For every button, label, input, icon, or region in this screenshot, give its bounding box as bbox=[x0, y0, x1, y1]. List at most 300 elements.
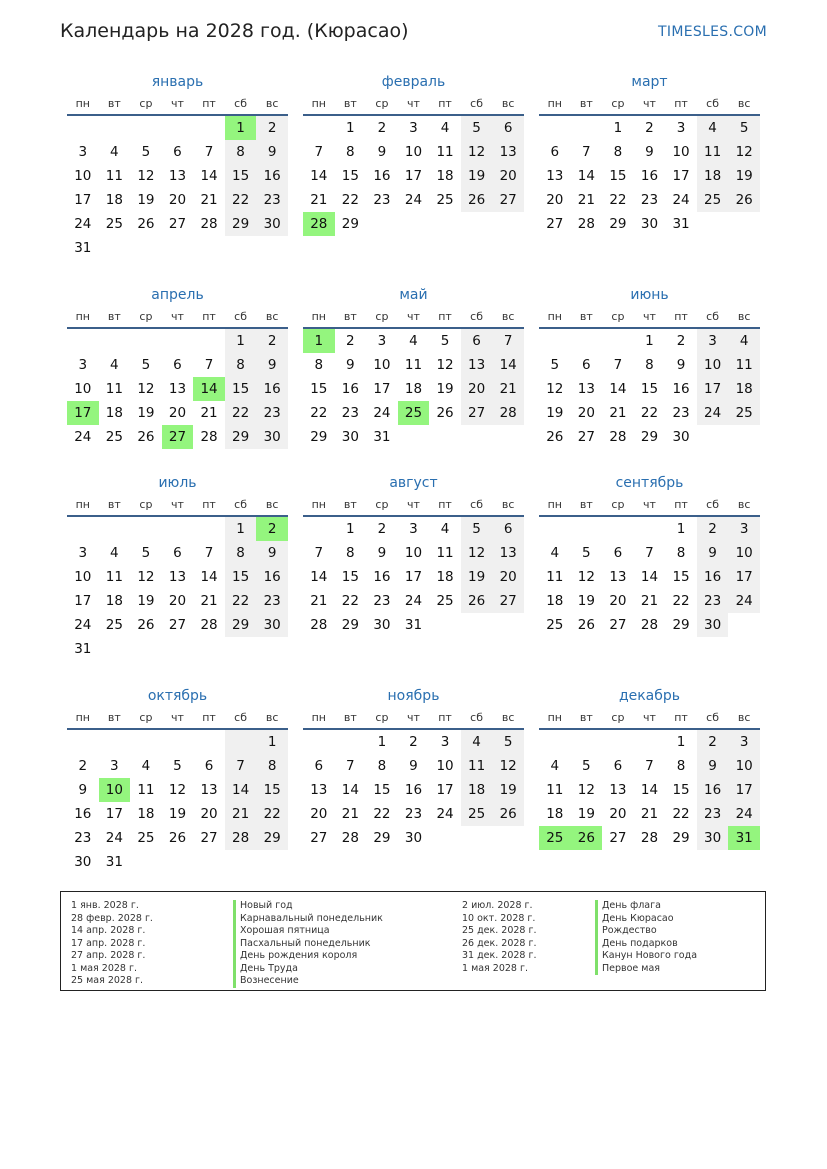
day-cell: 25 bbox=[728, 401, 760, 425]
day-cell: 13 bbox=[577, 381, 595, 397]
day-cell: 13 bbox=[168, 168, 187, 184]
day-cell: 8 bbox=[377, 758, 387, 774]
day-cell: 20 bbox=[168, 192, 187, 208]
day-cell: 20 bbox=[609, 806, 627, 822]
weekday-label: ср bbox=[611, 96, 625, 110]
day-cell: 24 bbox=[373, 405, 391, 421]
day-cell: 9 bbox=[676, 357, 686, 373]
day-cell: 14 bbox=[640, 569, 659, 585]
empty-cell bbox=[461, 613, 493, 637]
month-name: апрель bbox=[151, 287, 204, 303]
weekday-label: вс bbox=[501, 710, 515, 724]
day-cell: 10 bbox=[404, 144, 423, 160]
day-cell: 3 bbox=[409, 521, 418, 537]
day-cell: 3 bbox=[110, 758, 119, 774]
weekday-label: ср bbox=[611, 309, 625, 323]
day-cell: 2 bbox=[409, 734, 418, 750]
day-cell: 30 bbox=[697, 613, 729, 637]
empty-cell bbox=[225, 850, 257, 874]
weekday-label: ср bbox=[139, 96, 153, 110]
empty-cell bbox=[634, 517, 666, 541]
weekday-label: пн bbox=[547, 497, 562, 511]
day-cell: 2 bbox=[676, 333, 686, 349]
day-cell: 4 bbox=[110, 545, 119, 561]
day-cell: 3 bbox=[377, 333, 387, 349]
day-cell: 31 bbox=[74, 641, 92, 657]
day-cell: 7 bbox=[204, 144, 214, 160]
days-grid bbox=[67, 116, 288, 260]
day-cell: 17 bbox=[74, 593, 92, 609]
day-cell: 20 bbox=[310, 806, 328, 822]
day-cell: 7 bbox=[645, 545, 654, 561]
day-cell: 3 bbox=[409, 120, 418, 136]
day-cell: 19 bbox=[436, 381, 454, 397]
day-cell: 17 bbox=[105, 806, 123, 822]
month-name: август bbox=[389, 475, 438, 491]
day-cell: 9 bbox=[78, 782, 88, 798]
day-cell: 20 bbox=[168, 593, 187, 609]
weekday-label: вт bbox=[343, 96, 357, 110]
legend-right-names bbox=[595, 900, 697, 975]
weekday-label: сб bbox=[706, 309, 720, 323]
empty-cell bbox=[225, 637, 257, 661]
day-cell: 17 bbox=[436, 782, 454, 798]
day-cell: 23 bbox=[256, 188, 288, 212]
month-name: июнь bbox=[630, 287, 669, 303]
day-cell: 3 bbox=[78, 545, 88, 561]
legend-holiday-name: День Труда bbox=[233, 963, 383, 976]
holiday-legend bbox=[60, 891, 766, 991]
day-cell: 12 bbox=[577, 569, 595, 585]
day-cell: 1 bbox=[225, 329, 257, 353]
day-cell: 7 bbox=[204, 357, 214, 373]
day-cell: 27 bbox=[492, 589, 524, 613]
day-cell: 30 bbox=[74, 854, 92, 870]
day-cell: 24 bbox=[74, 216, 92, 232]
empty-cell bbox=[193, 517, 225, 541]
weekday-label: чт bbox=[171, 710, 184, 724]
empty-cell bbox=[429, 425, 461, 449]
weekday-label: ср bbox=[139, 497, 153, 511]
empty-cell bbox=[461, 826, 493, 850]
day-cell: 11 bbox=[105, 381, 123, 397]
weekday-label: пн bbox=[75, 96, 90, 110]
day-cell: 12 bbox=[137, 381, 155, 397]
day-cell: 21 bbox=[577, 192, 595, 208]
day-cell: 20 bbox=[492, 164, 524, 188]
day-cell: 25 bbox=[105, 429, 123, 445]
day-cell: 16 bbox=[373, 569, 391, 585]
empty-cell bbox=[225, 730, 257, 754]
day-cell: 10 bbox=[74, 168, 92, 184]
month-1 bbox=[303, 72, 524, 236]
legend-date: 2 июл. 2028 г. bbox=[462, 900, 533, 911]
day-cell: 11 bbox=[546, 569, 564, 585]
day-cell: 8 bbox=[346, 545, 355, 561]
day-cell: 29 bbox=[341, 617, 359, 633]
empty-cell bbox=[162, 116, 194, 140]
day-cell: 28 bbox=[609, 429, 627, 445]
day-cell: 19 bbox=[137, 593, 155, 609]
day-cell: 19 bbox=[137, 192, 155, 208]
day-cell: 26 bbox=[137, 429, 155, 445]
empty-cell bbox=[162, 517, 194, 541]
day-cell: 3 bbox=[440, 734, 450, 750]
day-cell: 2 bbox=[256, 517, 288, 541]
day-cell: 20 bbox=[168, 405, 187, 421]
day-cell: 22 bbox=[310, 405, 328, 421]
empty-cell bbox=[162, 329, 194, 353]
day-cell: 15 bbox=[640, 381, 659, 397]
day-cell: 24 bbox=[697, 401, 729, 425]
day-cell: 16 bbox=[341, 381, 359, 397]
day-cell: 29 bbox=[225, 613, 257, 637]
site-logo-link[interactable]: TIMESLES.COM bbox=[658, 24, 767, 40]
empty-cell bbox=[429, 826, 461, 850]
day-cell: 13 bbox=[310, 782, 328, 798]
day-cell: 5 bbox=[461, 517, 493, 541]
empty-cell bbox=[99, 236, 131, 260]
day-cell: 30 bbox=[256, 425, 288, 449]
month-6 bbox=[67, 473, 288, 661]
weekday-label: вс bbox=[737, 309, 751, 323]
empty-cell bbox=[130, 116, 162, 140]
day-cell: 6 bbox=[492, 116, 524, 140]
day-cell: 26 bbox=[137, 216, 155, 232]
day-cell: 27 bbox=[200, 830, 218, 846]
legend-holiday-name: Вознесение bbox=[233, 975, 383, 988]
weekday-label: вс bbox=[501, 309, 515, 323]
day-cell: 5 bbox=[492, 730, 524, 754]
day-cell: 4 bbox=[110, 357, 119, 373]
empty-cell bbox=[571, 329, 603, 353]
day-cell: 26 bbox=[461, 589, 493, 613]
day-cell: 4 bbox=[440, 120, 450, 136]
day-cell: 25 bbox=[697, 188, 729, 212]
weekday-header bbox=[539, 305, 760, 329]
weekday-label: ср bbox=[375, 309, 389, 323]
legend-left-names bbox=[233, 900, 383, 988]
day-cell: 1 bbox=[645, 333, 654, 349]
days-grid bbox=[67, 517, 288, 661]
empty-cell bbox=[571, 116, 603, 140]
day-cell: 25 bbox=[436, 192, 454, 208]
weekday-label: пт bbox=[202, 96, 216, 110]
day-cell: 28 bbox=[303, 212, 335, 236]
day-cell: 16 bbox=[256, 377, 288, 401]
day-cell: 30 bbox=[697, 826, 729, 850]
day-cell: 21 bbox=[609, 405, 627, 421]
weekday-label: чт bbox=[643, 96, 656, 110]
day-cell: 24 bbox=[74, 429, 92, 445]
empty-cell bbox=[461, 425, 493, 449]
day-cell: 23 bbox=[256, 401, 288, 425]
day-cell: 25 bbox=[436, 593, 454, 609]
empty-cell bbox=[162, 236, 194, 260]
empty-cell bbox=[193, 850, 225, 874]
day-cell: 15 bbox=[225, 377, 257, 401]
day-cell: 6 bbox=[550, 144, 560, 160]
day-cell: 14 bbox=[640, 782, 659, 798]
day-cell: 9 bbox=[645, 144, 654, 160]
day-cell: 17 bbox=[67, 401, 99, 425]
day-cell: 9 bbox=[346, 357, 355, 373]
empty-cell bbox=[256, 637, 288, 661]
day-cell: 15 bbox=[310, 381, 328, 397]
day-cell: 20 bbox=[492, 565, 524, 589]
day-cell: 19 bbox=[137, 405, 155, 421]
day-cell: 13 bbox=[200, 782, 218, 798]
day-cell: 1 bbox=[377, 734, 387, 750]
day-cell: 6 bbox=[461, 329, 493, 353]
day-cell: 23 bbox=[341, 405, 359, 421]
weekday-label: пт bbox=[674, 710, 688, 724]
day-cell: 11 bbox=[728, 353, 760, 377]
weekday-label: вт bbox=[343, 710, 357, 724]
day-cell: 18 bbox=[728, 377, 760, 401]
empty-cell bbox=[492, 425, 524, 449]
day-cell: 2 bbox=[256, 116, 288, 140]
day-cell: 15 bbox=[373, 782, 391, 798]
empty-cell bbox=[303, 517, 335, 541]
weekday-label: вт bbox=[579, 96, 593, 110]
day-cell: 30 bbox=[404, 830, 423, 846]
day-cell: 6 bbox=[613, 545, 623, 561]
legend-date: 28 февр. 2028 г. bbox=[71, 912, 153, 924]
weekday-label: ср bbox=[375, 96, 389, 110]
day-cell: 1 bbox=[676, 734, 686, 750]
day-cell: 8 bbox=[225, 541, 257, 565]
empty-cell bbox=[366, 212, 398, 236]
day-cell: 2 bbox=[78, 758, 88, 774]
empty-cell bbox=[193, 116, 225, 140]
day-cell: 17 bbox=[697, 377, 729, 401]
day-cell: 16 bbox=[373, 168, 391, 184]
weekday-label: вс bbox=[265, 309, 279, 323]
weekday-label: вт bbox=[343, 309, 357, 323]
day-cell: 21 bbox=[200, 192, 218, 208]
day-cell: 26 bbox=[728, 188, 760, 212]
days-grid bbox=[303, 730, 524, 850]
day-cell: 18 bbox=[461, 778, 493, 802]
day-cell: 23 bbox=[697, 802, 729, 826]
empty-cell bbox=[99, 329, 131, 353]
day-cell: 8 bbox=[676, 545, 686, 561]
day-cell: 27 bbox=[492, 188, 524, 212]
day-cell: 11 bbox=[436, 144, 454, 160]
empty-cell bbox=[303, 730, 335, 754]
weekday-label: сб bbox=[234, 309, 248, 323]
weekday-header bbox=[303, 92, 524, 116]
day-cell: 15 bbox=[609, 168, 627, 184]
day-cell: 16 bbox=[74, 806, 92, 822]
weekday-label: пн bbox=[547, 710, 562, 724]
weekday-label: вс bbox=[737, 96, 751, 110]
legend-holiday-name: Хорошая пятница bbox=[233, 925, 383, 938]
day-cell: 4 bbox=[728, 329, 760, 353]
month-3 bbox=[67, 285, 288, 449]
empty-cell bbox=[193, 637, 225, 661]
day-cell: 18 bbox=[546, 593, 564, 609]
day-cell: 4 bbox=[141, 758, 151, 774]
empty-cell bbox=[193, 730, 225, 754]
weekday-label: чт bbox=[407, 309, 420, 323]
month-name: март bbox=[631, 74, 668, 90]
day-cell: 11 bbox=[404, 357, 423, 373]
day-cell: 6 bbox=[314, 758, 324, 774]
day-cell: 15 bbox=[256, 778, 288, 802]
day-cell: 19 bbox=[461, 164, 493, 188]
day-cell: 22 bbox=[373, 806, 391, 822]
day-cell: 23 bbox=[74, 830, 92, 846]
legend-date: 27 апр. 2028 г. bbox=[71, 950, 146, 961]
weekday-label: вс bbox=[737, 710, 751, 724]
day-cell: 25 bbox=[461, 802, 493, 826]
day-cell: 24 bbox=[728, 802, 760, 826]
day-cell: 29 bbox=[609, 216, 627, 232]
day-cell: 3 bbox=[676, 120, 686, 136]
day-cell: 22 bbox=[225, 188, 257, 212]
weekday-header bbox=[303, 706, 524, 730]
day-cell: 15 bbox=[225, 565, 257, 589]
empty-cell bbox=[634, 730, 666, 754]
legend-right-dates bbox=[462, 900, 537, 975]
day-cell: 20 bbox=[200, 806, 218, 822]
empty-cell bbox=[602, 730, 634, 754]
empty-cell bbox=[492, 212, 524, 236]
month-name: июль bbox=[158, 475, 197, 491]
day-cell: 9 bbox=[697, 541, 729, 565]
weekday-label: ср bbox=[611, 497, 625, 511]
day-cell: 22 bbox=[640, 405, 659, 421]
day-cell: 31 bbox=[672, 216, 690, 232]
day-cell: 26 bbox=[137, 617, 155, 633]
day-cell: 14 bbox=[310, 168, 328, 184]
month-10 bbox=[303, 686, 524, 850]
weekday-label: вт bbox=[107, 96, 121, 110]
day-cell: 27 bbox=[162, 425, 194, 449]
legend-date: 14 апр. 2028 г. bbox=[71, 925, 146, 936]
empty-cell bbox=[492, 826, 524, 850]
empty-cell bbox=[539, 329, 571, 353]
legend-date: 10 окт. 2028 г. bbox=[462, 912, 536, 924]
day-cell: 18 bbox=[546, 806, 564, 822]
day-cell: 19 bbox=[577, 593, 595, 609]
day-cell: 10 bbox=[74, 381, 92, 397]
day-cell: 12 bbox=[137, 168, 155, 184]
day-cell: 5 bbox=[141, 144, 151, 160]
day-cell: 4 bbox=[461, 730, 493, 754]
day-cell: 21 bbox=[492, 377, 524, 401]
weekday-label: сб bbox=[706, 96, 720, 110]
day-cell: 7 bbox=[225, 754, 257, 778]
day-cell: 25 bbox=[398, 401, 430, 425]
legend-date: 1 янв. 2028 г. bbox=[71, 900, 139, 911]
weekday-label: сб bbox=[470, 710, 484, 724]
weekday-label: пт bbox=[202, 309, 216, 323]
empty-cell bbox=[130, 730, 162, 754]
day-cell: 18 bbox=[436, 569, 454, 585]
day-cell: 25 bbox=[137, 830, 155, 846]
weekday-label: чт bbox=[407, 710, 420, 724]
month-name: май bbox=[399, 287, 428, 303]
weekday-label: вс bbox=[265, 497, 279, 511]
day-cell: 1 bbox=[303, 329, 335, 353]
weekday-label: пт bbox=[674, 96, 688, 110]
weekday-label: чт bbox=[643, 497, 656, 511]
weekday-header bbox=[303, 305, 524, 329]
day-cell: 1 bbox=[676, 521, 686, 537]
day-cell: 1 bbox=[225, 116, 257, 140]
empty-cell bbox=[461, 212, 493, 236]
day-cell: 4 bbox=[550, 758, 560, 774]
day-cell: 6 bbox=[613, 758, 623, 774]
day-cell: 29 bbox=[341, 216, 359, 232]
day-cell: 14 bbox=[200, 168, 218, 184]
weekday-label: пн bbox=[547, 309, 562, 323]
day-cell: 8 bbox=[346, 144, 355, 160]
weekday-header bbox=[539, 706, 760, 730]
day-cell: 6 bbox=[492, 517, 524, 541]
empty-cell bbox=[728, 212, 760, 236]
day-cell: 14 bbox=[341, 782, 359, 798]
legend-holiday-name: Карнавальный понедельник bbox=[233, 913, 383, 926]
legend-holiday-name: Рождество bbox=[595, 925, 697, 938]
day-cell: 15 bbox=[225, 164, 257, 188]
day-cell: 31 bbox=[728, 826, 760, 850]
day-cell: 22 bbox=[672, 593, 690, 609]
legend-holiday-name: Первое мая bbox=[595, 963, 697, 976]
weekday-label: пн bbox=[75, 710, 90, 724]
empty-cell bbox=[571, 730, 603, 754]
weekday-label: пн bbox=[547, 96, 562, 110]
weekday-label: вт bbox=[579, 309, 593, 323]
legend-date: 1 мая 2028 г. bbox=[462, 962, 528, 974]
day-cell: 24 bbox=[105, 830, 123, 846]
day-cell: 30 bbox=[256, 212, 288, 236]
day-cell: 16 bbox=[404, 782, 423, 798]
day-cell: 19 bbox=[546, 405, 564, 421]
day-cell: 16 bbox=[640, 168, 659, 184]
day-cell: 31 bbox=[404, 617, 423, 633]
day-cell: 14 bbox=[310, 569, 328, 585]
day-cell: 8 bbox=[645, 357, 654, 373]
day-cell: 13 bbox=[168, 569, 187, 585]
weekday-label: вс bbox=[501, 96, 515, 110]
legend-holiday-name: Новый год bbox=[233, 900, 383, 913]
day-cell: 8 bbox=[225, 353, 257, 377]
days-grid bbox=[539, 517, 760, 637]
weekday-label: пт bbox=[438, 96, 452, 110]
day-cell: 15 bbox=[672, 782, 690, 798]
month-7 bbox=[303, 473, 524, 637]
empty-cell bbox=[335, 730, 367, 754]
weekday-label: сб bbox=[470, 309, 484, 323]
day-cell: 29 bbox=[640, 429, 659, 445]
day-cell: 17 bbox=[672, 168, 690, 184]
day-cell: 3 bbox=[697, 329, 729, 353]
day-cell: 31 bbox=[74, 240, 92, 256]
empty-cell bbox=[99, 730, 131, 754]
day-cell: 23 bbox=[672, 405, 690, 421]
empty-cell bbox=[256, 236, 288, 260]
weekday-header bbox=[67, 305, 288, 329]
legend-date: 1 мая 2028 г. bbox=[71, 962, 137, 974]
days-grid bbox=[303, 329, 524, 449]
day-cell: 10 bbox=[373, 357, 391, 373]
day-cell: 4 bbox=[409, 333, 418, 349]
day-cell: 14 bbox=[609, 381, 627, 397]
